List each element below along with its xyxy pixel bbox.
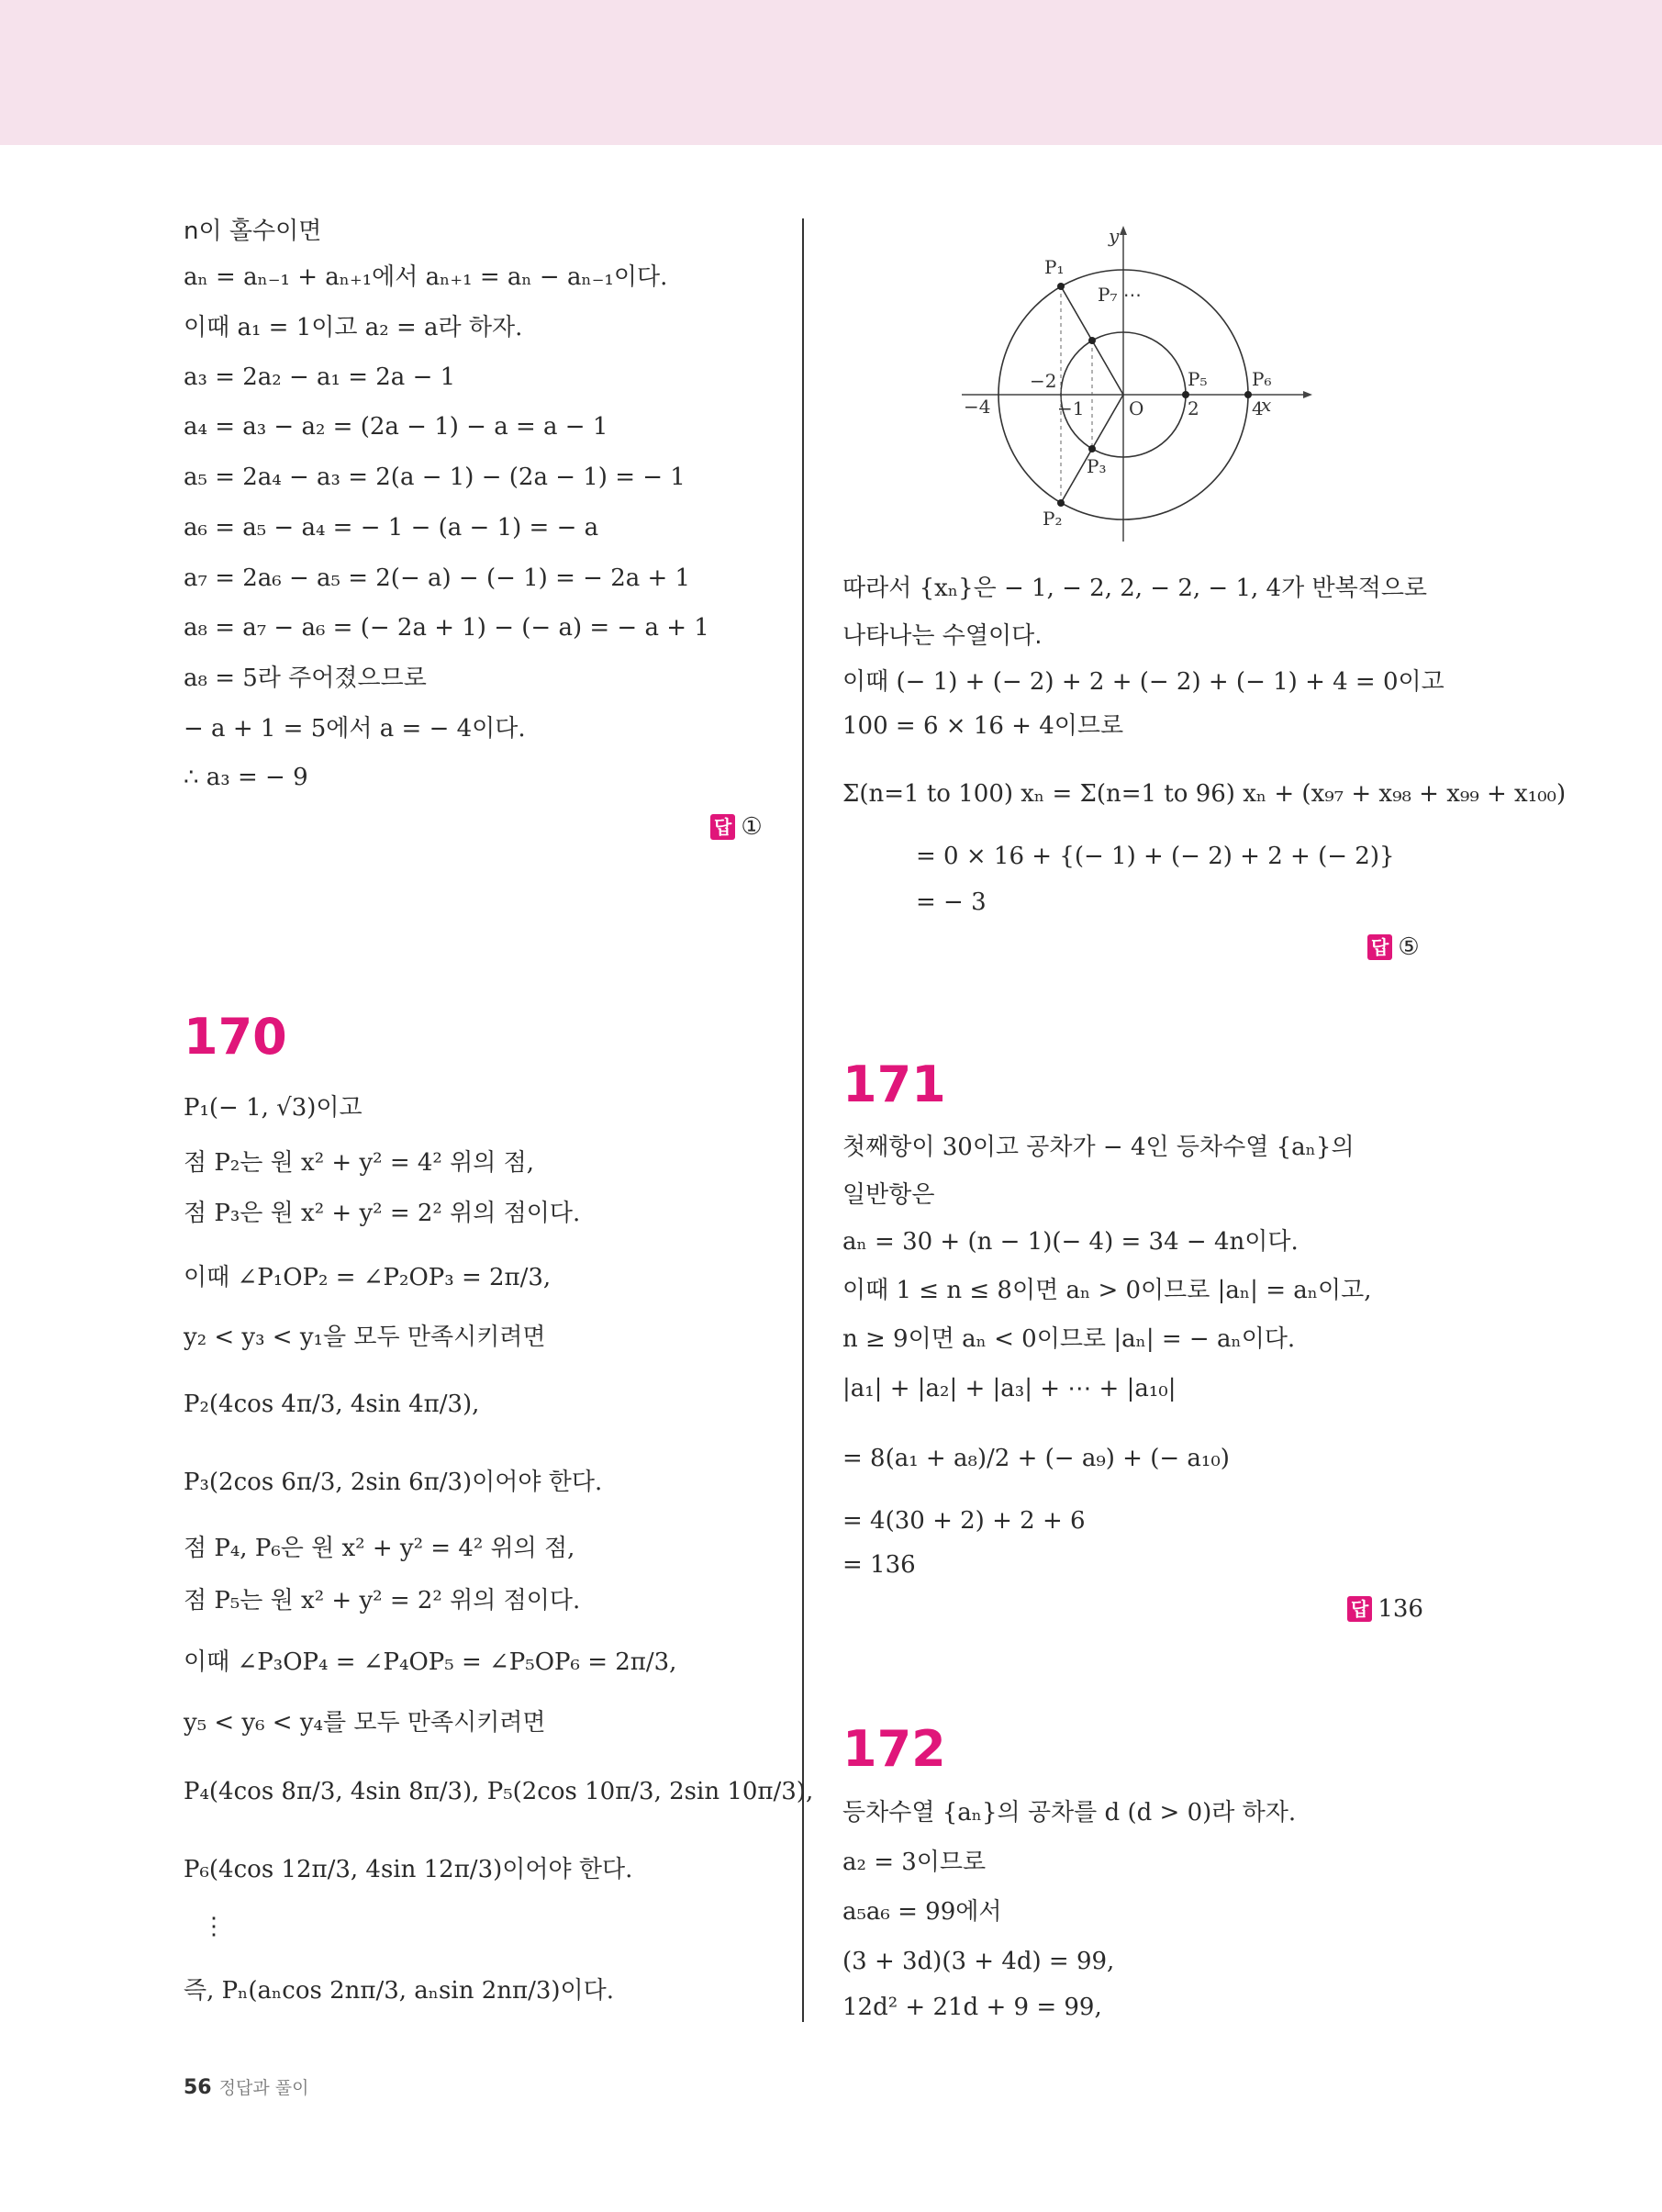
text-line: 등차수열 {aₙ}의 공차를 d (d > 0)라 하자. <box>842 1799 1297 1827</box>
text-line: 이때 (− 1) + (− 2) + 2 + (− 2) + (− 1) + 4 = 0이고 <box>842 668 1444 696</box>
answer-badge: 답 <box>710 814 735 840</box>
x-axis-label: x <box>1261 394 1272 416</box>
footer-label: 정답과 풀이 <box>218 2078 309 2098</box>
answer-value: ⑤ <box>1398 933 1420 961</box>
text-line: a₅ = 2a₄ − a₃ = 2(a − 1) − (2a − 1) = − 1 <box>184 464 686 491</box>
point-p6 <box>1244 391 1252 398</box>
text-line: P₄(4cos 8π/3, 4sin 8π/3), P₅(2cos 10π/3, 2sin 10π/3), <box>184 1778 814 1805</box>
point-label: P₃ <box>1087 455 1107 477</box>
text-line: a₅a₆ = 99에서 <box>842 1898 1002 1926</box>
text-line: aₙ = 30 + (n − 1)(− 4) = 34 − 4n이다. <box>842 1228 1299 1256</box>
text-line: − a + 1 = 5에서 a = − 4이다. <box>184 715 526 743</box>
text-line: P₂(4cos 4π/3, 4sin 4π/3), <box>184 1391 480 1418</box>
text-line: 이때 1 ≤ n ≤ 8이면 aₙ > 0이므로 |aₙ| = aₙ이고, <box>842 1277 1372 1304</box>
answer-badge: 답 <box>1347 1596 1372 1622</box>
text-line: 점 P₃은 원 x² + y² = 2² 위의 점이다. <box>184 1200 581 1227</box>
text-line: Σ(n=1 to 100) xₙ = Σ(n=1 to 96) xₙ + (x₉₇ + x₉₈ + x₉₉ + x₁₀₀) <box>842 780 1567 808</box>
answer-value: ① <box>741 813 763 841</box>
text-line: aₙ = aₙ₋₁ + aₙ₊₁에서 aₙ₊₁ = aₙ − aₙ₋₁이다. <box>184 263 668 291</box>
problem-number-172: 172 <box>842 1720 946 1778</box>
x-axis-arrow <box>1303 391 1312 398</box>
point-label: P₆ <box>1252 368 1272 390</box>
answer-value: 136 <box>1378 1595 1423 1623</box>
text-line: = 0 × 16 + {(− 1) + (− 2) + 2 + (− 2)} <box>916 843 1395 870</box>
text-line: = − 3 <box>916 888 987 916</box>
answer-box <box>1367 932 1420 962</box>
text-line: P₆(4cos 12π/3, 4sin 12π/3)이어야 한다. <box>184 1856 633 1883</box>
footer <box>184 2074 308 2099</box>
text-line: = 136 <box>842 1551 916 1579</box>
tick-label: −2 <box>1030 370 1057 392</box>
y-axis-label: y <box>1109 225 1120 247</box>
answer-box <box>1347 1593 1423 1624</box>
point-label: P₇ ⋯ <box>1098 284 1142 306</box>
text-line: 첫째항이 30이고 공차가 − 4인 등차수열 {aₙ}의 <box>842 1134 1355 1161</box>
text-line: P₃(2cos 6π/3, 2sin 6π/3)이어야 한다. <box>184 1469 603 1496</box>
column-divider <box>802 218 804 2022</box>
segment <box>1061 286 1092 341</box>
point-p3 <box>1088 445 1096 452</box>
page-number: 56 <box>184 2076 212 2099</box>
answer-badge: 답 <box>1367 934 1392 960</box>
text-line: P₁(− 1, √3)이고 <box>184 1094 363 1122</box>
text-line: 이때 ∠P₃OP₄ = ∠P₄OP₅ = ∠P₅OP₆ = 2π/3, <box>184 1648 677 1676</box>
text-line: 점 P₅는 원 x² + y² = 2² 위의 점이다. <box>184 1587 581 1614</box>
text-line: 100 = 6 × 16 + 4이므로 <box>842 712 1124 740</box>
tick-label: 2 <box>1188 397 1199 419</box>
text-line: n ≥ 9이면 aₙ < 0이므로 |aₙ| = − aₙ이다. <box>842 1325 1296 1353</box>
point-p1 <box>1088 337 1096 344</box>
text-line: a₇ = 2a₆ − a₅ = 2(− a) − (− 1) = − 2a + 1 <box>184 564 691 592</box>
circle-figure <box>954 220 1312 551</box>
text-line: 점 P₂는 원 x² + y² = 4² 위의 점, <box>184 1149 534 1177</box>
text-line: 이때 ∠P₁OP₂ = ∠P₂OP₃ = 2π/3, <box>184 1264 552 1291</box>
text-line: a₆ = a₅ − a₄ = − 1 − (a − 1) = − a <box>184 514 599 542</box>
text-line: a₈ = 5라 주어졌으므로 <box>184 665 427 692</box>
header-band <box>0 0 1662 145</box>
text-line: ∴ a₃ = − 9 <box>184 764 308 791</box>
text-line: a₈ = a₇ − a₆ = (− 2a + 1) − (− a) = − a + 1 <box>184 614 709 642</box>
problem-number-171: 171 <box>842 1056 946 1113</box>
text-line: (3 + 3d)(3 + 4d) = 99, <box>842 1948 1115 1975</box>
text-line: |a₁| + |a₂| + |a₃| + ⋯ + |a₁₀| <box>842 1375 1177 1402</box>
tick-label: −4 <box>964 396 991 418</box>
text-line: = 8(a₁ + a₈)/2 + (− a₉) + (− a₁₀) <box>842 1445 1230 1472</box>
text-line: 12d² + 21d + 9 = 99, <box>842 1994 1102 2021</box>
text-line: 따라서 {xₙ}은 − 1, − 2, 2, − 2, − 1, 4가 반복적으로 <box>842 575 1428 602</box>
text-line: a₂ = 3이므로 <box>842 1849 987 1876</box>
y-axis-arrow <box>1120 226 1127 235</box>
text-line: 나타나는 수열이다. <box>842 622 1043 650</box>
text-line: a₃ = 2a₂ − a₁ = 2a − 1 <box>184 363 456 391</box>
point-label: P₁ <box>1044 256 1065 278</box>
point-label: P₅ <box>1188 368 1208 390</box>
tick-label: 4 <box>1252 397 1264 419</box>
text-line: n이 홀수이면 <box>184 218 322 245</box>
text-line: 일반항은 <box>842 1181 935 1209</box>
problem-number-170: 170 <box>184 1008 287 1066</box>
point-p1-outer <box>1057 283 1065 290</box>
text-line: y₅ < y₆ < y₄를 모두 만족시키려면 <box>184 1709 546 1737</box>
text-line: = 4(30 + 2) + 2 + 6 <box>842 1507 1086 1535</box>
point-p2 <box>1057 499 1065 507</box>
point-label: P₂ <box>1043 508 1063 530</box>
text-line: a₄ = a₃ − a₂ = (2a − 1) − a = a − 1 <box>184 413 608 441</box>
text-line: 이때 a₁ = 1이고 a₂ = a라 하자. <box>184 314 523 341</box>
origin-label: O <box>1129 397 1144 419</box>
text-line: ⋮ <box>202 1913 226 1940</box>
tick-label: −1 <box>1057 397 1085 419</box>
text-line: y₂ < y₃ < y₁을 모두 만족시키려면 <box>184 1324 546 1351</box>
answer-box <box>710 811 763 842</box>
text-line: 즉, Pₙ(aₙcos 2nπ/3, aₙsin 2nπ/3)이다. <box>184 1977 615 2005</box>
text-line: 점 P₄, P₆은 원 x² + y² = 4² 위의 점, <box>184 1535 575 1562</box>
